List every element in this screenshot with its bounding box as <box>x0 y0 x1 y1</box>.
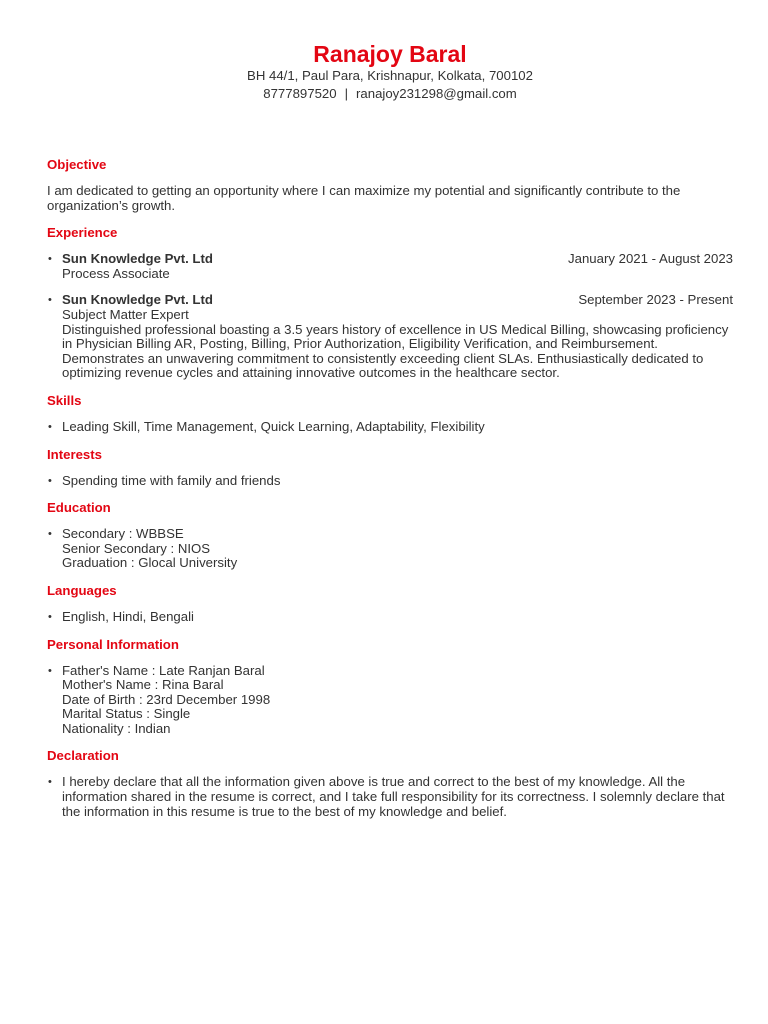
personal-info-line: Date of Birth : 23rd December 1998 <box>62 691 271 707</box>
declaration-item: • I hereby declare that all the information given above is true and correct to the best of my knowledge. All the information shared in the resume is correct, and I take full responsibility for its correctness. I solemnly declare that the information in this resume is true to the best of my knowledge and belief. <box>47 775 733 819</box>
experience-section <box>47 225 733 381</box>
resume-header <box>47 0 733 103</box>
interests-heading: Interests <box>47 446 102 462</box>
interests-section <box>47 447 733 489</box>
job-description: Distinguished professional boasting a 3.5 years history of excellence in US Medical Billing, showcasing proficiency in Physician Billing AR, Posting, Billing, Prior Authorization, Eligibility Verification, and Reimbursement. Demonstrates an unwavering commitment to consistently exceeding client SLAs. Enthusiastically dedicated to optimizing revenue cycles and attaining innovative outcomes in the healthcare sector. <box>62 321 729 381</box>
personal-info-line: Marital Status : Single <box>62 706 191 722</box>
employment-dates: September 2023 - Present <box>578 292 733 308</box>
education-line: Senior Secondary : NIOS <box>62 540 211 556</box>
personal-info-line: Nationality : Indian <box>62 720 171 736</box>
company-name: • Sun Knowledge Pvt. Ltd <box>62 251 213 267</box>
experience-item <box>47 293 733 381</box>
contact-separator: | <box>344 86 349 101</box>
phone-number: 8777897520 <box>263 86 337 101</box>
languages-item: • English, Hindi, Bengali <box>47 610 733 625</box>
contact-line <box>47 85 733 103</box>
objective-section <box>47 157 733 213</box>
experience-list <box>47 252 733 381</box>
education-heading: Education <box>47 500 111 516</box>
personal-info-line: • Father's Name : Late Ranjan Baral <box>62 662 265 678</box>
interests-item: • Spending time with family and friends <box>47 474 733 489</box>
personal-info-line: Mother's Name : Rina Baral <box>62 677 224 693</box>
personal-info-heading: Personal Information <box>47 636 179 652</box>
personal-info-section <box>47 637 733 737</box>
languages-section <box>47 583 733 625</box>
declaration-section <box>47 748 733 819</box>
education-section <box>47 500 733 571</box>
objective-heading: Objective <box>47 157 107 172</box>
skills-heading: Skills <box>47 392 82 408</box>
address: BH 44/1, Paul Para, Krishnapur, Kolkata, 700102 <box>247 68 533 83</box>
employment-dates: January 2021 - August 2023 <box>568 251 733 267</box>
experience-heading: Experience <box>47 225 118 241</box>
languages-heading: Languages <box>47 582 117 598</box>
education-item <box>47 527 733 571</box>
company-name: • Sun Knowledge Pvt. Ltd <box>62 292 213 308</box>
personal-info-item <box>47 664 733 737</box>
experience-item <box>47 252 733 281</box>
job-role: Subject Matter Expert <box>62 306 189 322</box>
candidate-name: Ranajoy Baral <box>313 41 467 67</box>
email-address: ranajoy231298@gmail.com <box>356 86 517 101</box>
objective-text: I am dedicated to getting an opportunity where I can maximize my potential and significantly contribute to the organization’s growth. <box>47 183 681 213</box>
job-role: Process Associate <box>62 265 170 281</box>
skills-item: • Leading Skill, Time Management, Quick Learning, Adaptability, Flexibility <box>47 420 733 435</box>
education-line: Graduation : Glocal University <box>62 555 238 571</box>
declaration-heading: Declaration <box>47 748 119 764</box>
skills-section <box>47 393 733 435</box>
education-line: • Secondary : WBBSE <box>62 526 184 542</box>
